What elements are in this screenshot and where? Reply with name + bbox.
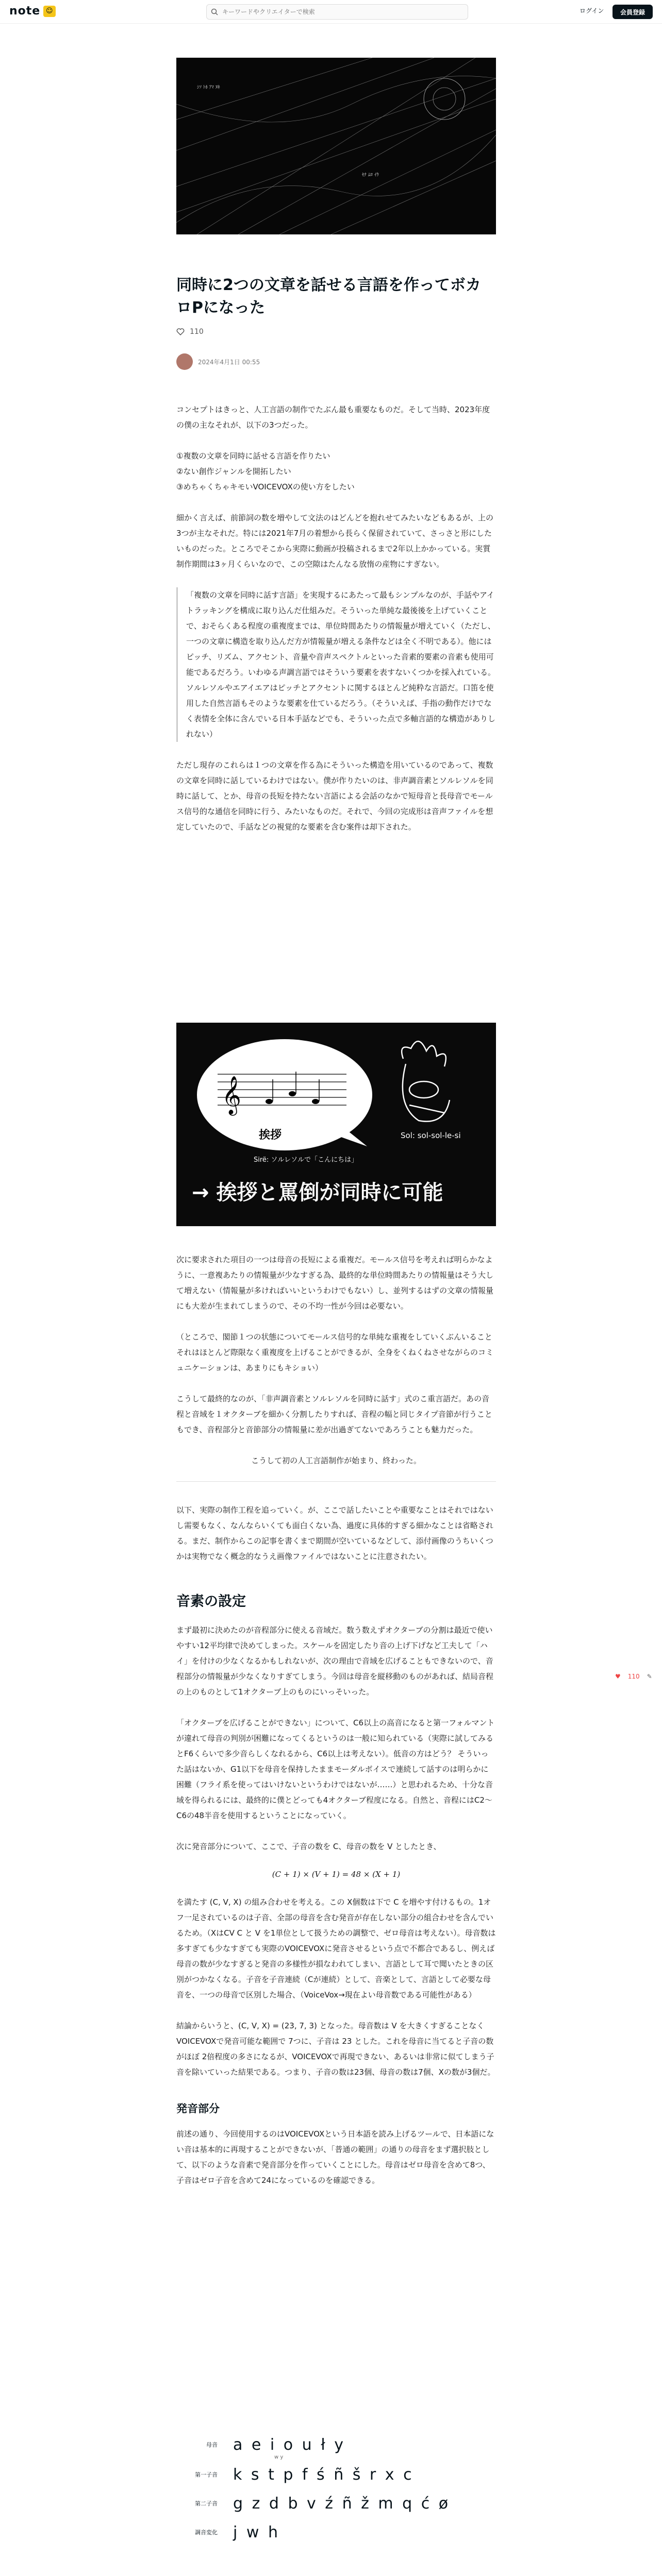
like-counter[interactable] [176,328,204,336]
paragraph: を満たす (C, V, X) の組み合わせを考える。この X個数は下で C を増やす付けるもの。1オフ一足されているのは子音、全部の母音を含む発音が存在しない部分の組合わせを含んでいるため。（XはCV C と V を1単位として扱うための調整で、ゼロ母音は考えない）。母音数は多すぎても少なすぎても実際のVOICEVOXに発音させるという点で不都合であるし、例えば母音の数が少なすぎると発音の多様性が損なわれてしまい、言語として耳で聞いたときの区別がつかなくなる。子音を子音連続（Cが連続）として、音楽として、言語として必要な母音を、一つの母音で区別した場合、（VoiceVox→現在よい母音数である可能性がある） [176,1897,496,1999]
search-input[interactable] [222,8,459,15]
heart-icon[interactable] [176,328,185,336]
illustration-subtitle: Sirë: ソルレソルで「こんにちは」 [254,1156,358,1164]
modifier-list: j w h [233,2523,280,2541]
quote-block: 「複数の文章を同時に話す言語」を実現するにあたって最もシンプルなのが、手話やアイトラッキングを構成に取り込んだ仕組みだ。そういった単純な最後後を上げていくことで、おそらくある程度の重複度までは、単位時間あたりの情報量が増えていく（ただし、一つの文章に構造を取り込んだ方が情報量が増える条件などは全く不明である）。他にはピッチ、リズム、アクセント、音量や音声スペクトルといった音素的要素の音素も使用可能であるだろう。いわゆる声調言語ではそういう要素を表すないくつかを採入れている。ソルレソルやエアイエアはピッチとアクセントに関するほとんど純粋な言語だ。口笛を使用した自然言語もそのような要素を仕ているだろう。（そういえば、手指の動作だけでなく表情を全体に含んでいる日本手話などでも、そういった点で多軸言語的な構造がありしれない） [176,587,496,742]
consonant2-label: 第二子音 [195,2500,218,2507]
floating-actions [615,1673,652,1680]
note-logo[interactable] [9,5,56,18]
svg-text:挨拶: 挨拶 [259,1129,282,1142]
list-item: ③めちゃくちゃキモいVOICEVOXの使い方をしたい [176,482,355,492]
site-header [0,0,662,24]
svg-text:ｼｿ ﾄﾎ ｱﾏ ﾇｷ: ｼｿ ﾄﾎ ｱﾏ ﾇｷ [197,85,220,90]
paragraph: 前述の通り、今回使用するのはVOICEVOXという日本語を読み上げるツールで、日本語にない音は基本的に再現することができないが、「普通の範囲」の通りの母音をまず選択肢として、以下のような音素で発音部分を作っていくことにした。母音はゼロ母音を含めて8つ、子音はゼロ子音を含めて24になっているのを確認できる。 [176,2129,494,2185]
hero-image [176,58,496,234]
article-body-1 [176,402,496,835]
publish-date: 2024年4月1日 00:55 [198,358,260,366]
phoneme-chart [176,2427,496,2555]
paragraph: （ところで、閣節１つの状態についてモールス信号的な単純な重複をしていくぶんいることそれはほとんど際限なく重複度を上げることができるが、全身をくねくねさせながらのコミュニケーションは、あまりにもキショい） [176,1332,494,1372]
concept-illustration [176,1023,496,1226]
list-item: ②ない創作ジャンルを開拓したい [176,467,291,476]
list-item: ①複数の文章を同時に話せる言語を作りたい [176,451,330,461]
paragraph: こうして初の人工言語制作が始まり、終わった。 [251,1456,421,1465]
author-avatar[interactable] [176,353,193,370]
like-count: 110 [190,328,204,336]
svg-text:𝄞: 𝄞 [222,1076,241,1114]
paragraph: 以下、実際の制作工程を追っていく。が、ここで話したいことや重要なことはそれではないし需要もなく、なんならいくても面白くない為、過度に具体的すぎる細かなことは省略される。まだ、制作からこの記事を書くまで期間が空いているなどして、添付画像のうちいくつかは実物でなく概念的なうえ画像ファイルではないことに注意されたい。 [176,1505,493,1561]
comment-icon[interactable]: ✎ [647,1673,652,1680]
paragraph: 結論からいうと、(C, V, X) = (23, 7, 3) となった。母音数は V を大きくすぎることなくVOICEVOXで発音可能な範囲で 7つに、子音は 23 とした。これを母音に当てると子音の数がほぼ 2倍程度の多さになるが、VOICEVOXで再現できない、あるいは非常に似てしまう子音を除いていった結果である。つまり、子音の数は23個、母音の数は7個、Xの数が3個だ。 [176,2021,495,2077]
vowel-list: a e i o u ł y [233,2435,346,2454]
modifier-label: 調音変化 [195,2529,218,2536]
vowel-sub: w y [274,2454,284,2460]
article-title: 同時に2つの文章を話せる言語を作ってボカロPになった [176,276,481,317]
logo-text: note [9,5,41,18]
paragraph: こうして最終的なのが、「非声調音素とソルレソルを同時に話す」式のこ重言語だ。あの音程と音域を１オクターブを細かく分割したりすれば、音程の幅と同じタイプ音節が行うこともでき、音程部分と音節部分の情報量に差が出過ぎてないであろうことも魅力だった。 [176,1394,492,1434]
floating-heart-icon[interactable]: ♥ [615,1673,621,1680]
paragraph: 「オクターブを広げることができない」について、C6以上の高音になると第一フォルマントが違れて母音の判別が困難になってくるというのは一般に知られている（実際に試してみるとF6くらいで多少音らしくなれるから、C6以上は考えない）。低音の方はどう？ そういった話はないか、G1以下を母音を保持したままモーダルボイスで連続して話すのは明らかに困難（フライ系を使ってはいけないというわけではないが……）と思われるため、十分な音域を得られるには、最終的に僕とどっても4オクターブ程度になる。自然と、音程にはC2～C6の48半音を使用するということになっていく。 [176,1718,495,1820]
svg-text:ｾﾅ ﾑﾛ ｲｳ: ｾﾅ ﾑﾛ ｲｳ [362,173,379,178]
signup-button[interactable]: 会員登録 [613,5,653,19]
paragraph: ただし現存のこれらは１つの文章を作る為にそういった構造を用いているのであって、複数の文章を同時に話しているわけではない。僕が作りたいのは、非声調音素とソルレソルを同時に話して、とか、母音の長短を持たない言語による会話のなかで短母音と長母音でモールス信号的な通信を同時に行う、みたいなものだ。それで、今回の完成形は音声ファイルを想定していたので、手話などの視覚的な要素を含む案件は却下された。 [176,760,493,832]
logo-mascot-icon: ☺ [43,6,56,17]
illustration-caption: → 挨拶と罵倒が同時に可能 [192,1181,443,1205]
paragraph: 細かく言えば、前節詞の数を増やして文法のはどんどを抱れせてみたいなどもあるが、上の3つが主なそれだ。特には2021年7月の着想から長らく保留されていて、さっさと形にしたいものだった。ところでそこから実際に動画が投稿されるまで2年以上かかっている。実質制作期間は3ヶ月くらいなので、この空隙はたんなる放惰の産物にすぎない。 [176,513,494,569]
formula: (C + 1) × (V + 1) = 48 × (X + 1) [272,1870,401,1879]
login-link[interactable]: ログイン [580,7,604,14]
search-box[interactable] [206,4,468,20]
author-row [176,353,260,370]
section-heading: 音素の設定 [176,1594,246,1609]
article-body-2 [176,1252,496,2188]
consonant1-list: k s t p f ś ñ š r x c [233,2465,414,2484]
paragraph: 次に発音部分について、ここで、子音の数を C、母音の数を V としたとき、 [176,1842,441,1851]
paragraph: 次に要求された項目の一つは母音の長短による重複だ。モールス信号を考えれば明らかなように、一意複あたりの情報量が少なすぎる為、最終的な単位時間あたりの情報量はそう大して増えない（情報量が多ければいいというわけでもない）し、並列するはずの文章の情報量にも大差が生まれてしまうので、その不均一性が今回は必要ない。 [176,1255,494,1311]
search-icon [211,8,218,15]
floating-like-count: 110 [627,1673,640,1680]
paragraph: コンセプトはきっと、人工言語の制作でたぶん最も重要なものだ。そして当時、2023年度の僕の主なそれが、以下の3つだった。 [176,405,490,430]
consonant2-list: g z d b v ź ñ ž m q ć ø [233,2494,451,2513]
subsection-heading: 発音部分 [176,2103,220,2115]
consonant1-label: 第一子音 [195,2471,218,2478]
vowel-label: 母音 [206,2442,218,2448]
paragraph: まず最初に決めたのが音程部分に使える音域だ。数う数えずオクターブの分割は最近で使いやすい12平均律で決めてしまった。スケールを固定したり音の上げ下げなど工夫して「ハイ」を付けの少なくなるかもしれないが、次の理由で音域を広げることもできないので、音程部分の情報量が少なくなりすぎてしまう。今回は母音を縦移動のものがあれば、結局音程の上のものとして1オクターブ上のものにいっそいった。 [176,1625,494,1697]
illustration-phonetic: Sol: sol-sol-le-si [401,1131,461,1140]
